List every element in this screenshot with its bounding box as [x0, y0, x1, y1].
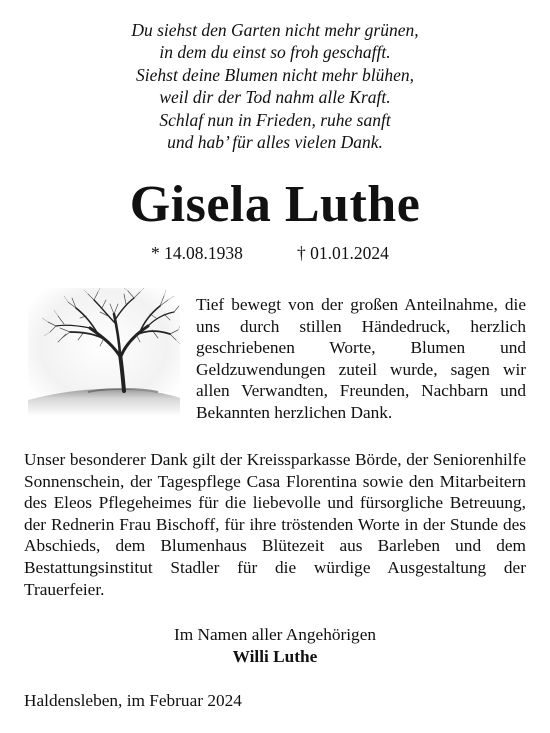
- birth-date: * 14.08.1938: [151, 243, 243, 263]
- memorial-poem: [40, 19, 510, 153]
- tree-in-winter-landscape-image: [28, 288, 180, 416]
- signer-name: Willi Luthe: [232, 647, 318, 666]
- deceased-name: Gisela Luthe: [129, 176, 421, 233]
- poem-line: Schlaf nun in Frieden, ruhe sanft: [159, 109, 391, 130]
- death-date: † 01.01.2024: [297, 243, 389, 263]
- poem-line: weil dir der Tod nahm alle Kraft.: [159, 87, 391, 108]
- life-dates: [0, 243, 550, 265]
- thanks-paragraph: Tief bewegt von der großen Anteilnahme, die uns durch stillen Händedruck, herzlich geschriebenen Worte, Blumen und Geldzuwendungen zuteil wurde, sagen wir allen Verwandten, Freunden, Nachbarn und Bekannten herzlichen Dank.: [196, 295, 526, 422]
- place-and-date: Haldensleben, im Februar 2024: [24, 691, 242, 710]
- poem-line: Du siehst den Garten nicht mehr grünen,: [131, 20, 419, 40]
- poem-line: Siehst deine Blumen nicht mehr blühen,: [136, 64, 414, 85]
- poem-line: in dem du einst so froh geschafft.: [159, 42, 391, 63]
- poem-line: und hab’ für alles vielen Dank.: [167, 132, 383, 153]
- on-behalf-line: Im Namen aller Angehörigen: [173, 625, 377, 644]
- closing-block: [0, 624, 550, 668]
- special-thanks-paragraph: Unser besonderer Dank gilt der Kreissparkasse Börde, der Seniorenhilfe Sonnenschein, der Tagespflege Casa Florentina sowie den Mitarbeitern des Eleos Pflegeheimes für die liebevolle und fürsorgliche Betreuung, der Rednerin Frau Bischoff, für ihre tröstenden Worte in der Stunde des Abschieds, dem Blumenhaus Blütezeit aus Barleben und dem Bestattungsinstitut Stadler für die würdige Ausgestaltung der Trauerfeier.: [24, 450, 526, 599]
